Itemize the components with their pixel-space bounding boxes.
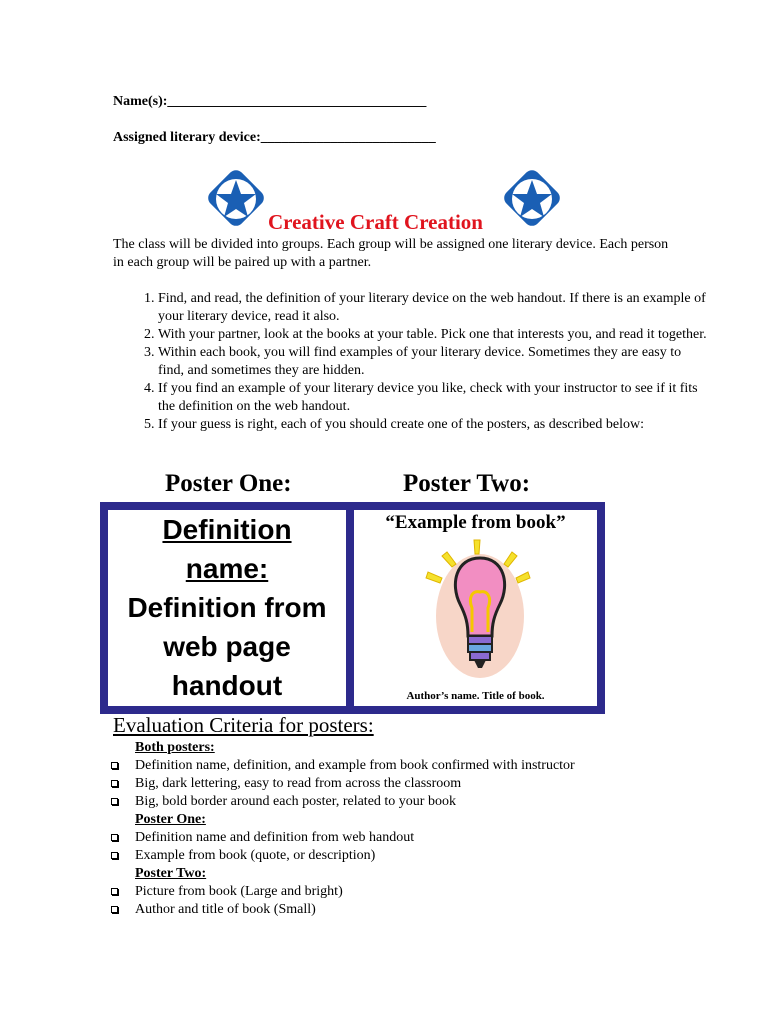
- star-badge-icon: [202, 165, 270, 231]
- list-item: 3. Within each book, you will find examples of your literary device. Sometimes they are easy to find, and sometimes they are hidden.: [158, 344, 708, 380]
- list-item: 4. If you find an example of your literary device you like, check with your instructor to see if it fits the definition on the web handout.: [158, 380, 708, 416]
- intro-paragraph: The class will be divided into groups. Each group will be assigned one literary device. Each person in each group will be paired up with a partner.: [113, 237, 669, 270]
- list-item: Example from book (quote, or description): [113, 847, 673, 865]
- checkbox-bullet-icon: [111, 906, 118, 913]
- checkbox-bullet-icon: [111, 834, 118, 841]
- criteria-list: [113, 739, 673, 919]
- poster-two-quote: “Example from book”: [385, 512, 566, 533]
- checkbox-bullet-icon: [111, 780, 118, 787]
- list-item: Author and title of book (Small): [113, 901, 673, 919]
- list-item: Big, bold border around each poster, related to your book: [113, 793, 673, 811]
- list-item: Picture from book (Large and bright): [113, 883, 673, 901]
- lightbulb-icon: [424, 538, 534, 688]
- page-title: Creative Craft Creation: [268, 210, 483, 234]
- criteria-subheading: Both posters:: [135, 740, 215, 755]
- poster-one-line: Definition: [162, 514, 292, 545]
- star-badge-icon: [498, 165, 566, 231]
- checkbox-bullet-icon: [111, 852, 118, 859]
- criteria-subheading: Poster Two:: [135, 866, 207, 881]
- list-item: 2. With your partner, look at the books at your table. Pick one that interests you, and read it together.: [158, 326, 708, 344]
- poster-one-panel: [108, 510, 346, 706]
- poster-one-line: handout: [171, 670, 283, 701]
- poster-two-author: Author’s name. Title of book.: [406, 690, 545, 702]
- criteria-subheading: Poster One:: [135, 812, 206, 827]
- assigned-device-field: Assigned literary device:_________________________: [113, 130, 436, 145]
- list-item: Definition name, definition, and example from book confirmed with instructor: [113, 757, 673, 775]
- checkbox-bullet-icon: [111, 762, 118, 769]
- names-field: Name(s):_____________________________________: [113, 94, 427, 109]
- poster-one-line: Definition from: [127, 592, 327, 623]
- poster-one-line: name:: [185, 553, 269, 584]
- steps-list: [113, 290, 708, 434]
- evaluation-heading: Evaluation Criteria for posters:: [113, 713, 374, 737]
- checkbox-bullet-icon: [111, 888, 118, 895]
- list-item: Definition name and definition from web handout: [113, 829, 673, 847]
- poster-two-label: Poster Two:: [403, 470, 531, 497]
- poster-two-panel: [354, 510, 597, 706]
- list-item: 1. Find, and read, the definition of your literary device on the web handout. If there is an example of your literary device, read it also.: [158, 290, 708, 326]
- list-item: 5. If your guess is right, each of you should create one of the posters, as described below:: [158, 416, 708, 434]
- poster-one-label: Poster One:: [165, 470, 292, 497]
- poster-one-line: web page: [163, 631, 291, 662]
- checkbox-bullet-icon: [111, 798, 118, 805]
- list-item: Big, dark lettering, easy to read from across the classroom: [113, 775, 673, 793]
